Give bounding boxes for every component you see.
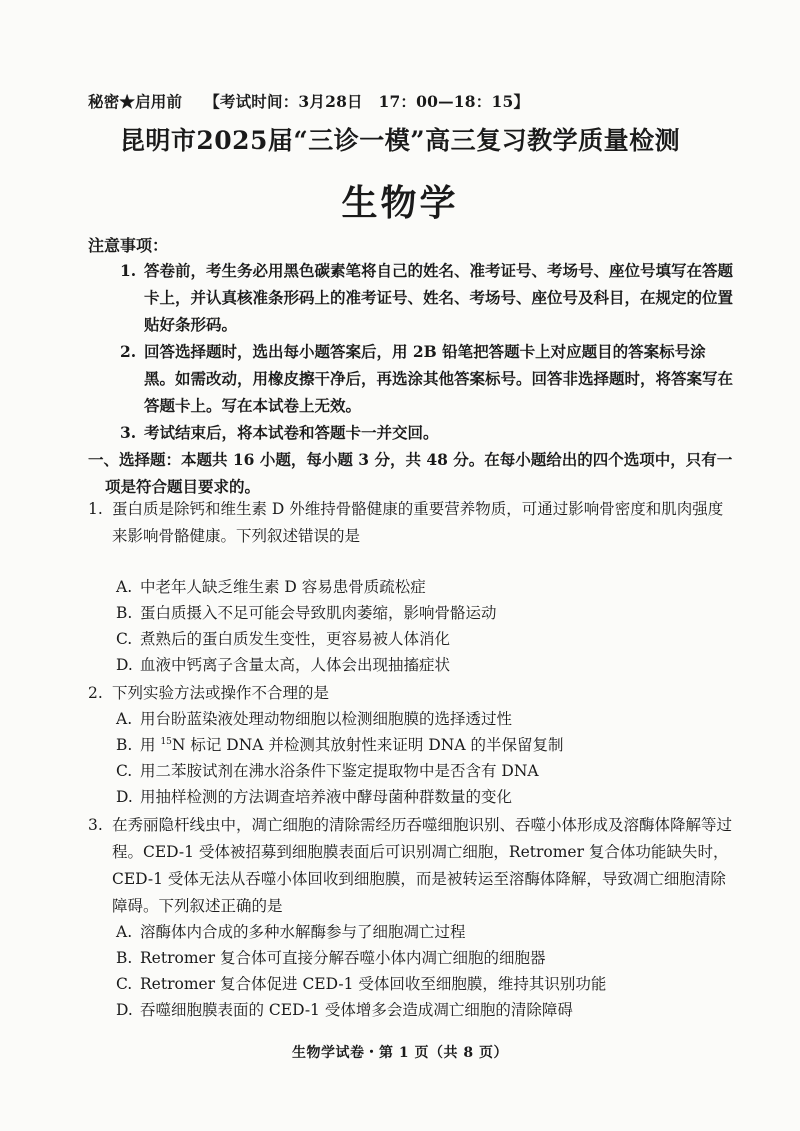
option-letter: C.: [116, 762, 133, 780]
question-3-option-b: [116, 946, 736, 971]
section-heading: [88, 446, 738, 500]
question-number: 2.: [88, 684, 103, 702]
option-text: 溶酶体内合成的多种水解酶参与了细胞凋亡过程: [140, 923, 466, 941]
section-heading-line1: 一、选择题：本题共 16 小题，每小题 3 分，共 48 分。在每小题给出的四个选项中，只有一: [88, 450, 733, 469]
option-letter: B.: [116, 604, 133, 622]
question-1-option-d: [116, 653, 736, 678]
exam-time: 【考试时间：3月28日 17：00—18：15】: [204, 92, 530, 111]
note-item: [120, 257, 736, 338]
option-text: 吞噬细胞膜表面的 CED-1 受体增多会造成凋亡细胞的清除障碍: [140, 1001, 573, 1019]
question-3-option-c: [116, 972, 736, 997]
note-text: 考试结束后，将本试卷和答题卡一并交回。: [144, 423, 439, 442]
option-text: 用抽样检测的方法调查培养液中酵母菌种群数量的变化: [140, 788, 513, 806]
question-1-stem: [88, 496, 738, 550]
question-3-option-a: [116, 920, 736, 945]
option-letter: A.: [116, 923, 133, 941]
option-letter: A.: [116, 578, 133, 596]
option-text: 血液中钙离子含量太高，人体会出现抽搐症状: [140, 656, 451, 674]
notes-heading: 注意事项：: [88, 236, 169, 255]
question-3-stem: [88, 812, 738, 920]
section-heading-line2: 项是符合题目要求的。: [105, 477, 261, 496]
note-item: [120, 419, 736, 446]
option-letter: D.: [116, 788, 133, 806]
question-number: 3.: [88, 816, 103, 834]
option-letter: B.: [116, 736, 133, 754]
option-text: 用台盼蓝染液处理动物细胞以检测细胞膜的选择透过性: [140, 710, 513, 728]
note-number: 3.: [120, 423, 137, 442]
question-text: 下列实验方法或操作不合理的是: [112, 684, 330, 702]
question-2-option-b: [116, 733, 736, 758]
header-line: [88, 90, 529, 112]
question-2-stem: [88, 680, 738, 707]
option-letter: D.: [116, 656, 133, 674]
option-letter: B.: [116, 949, 133, 967]
option-text: Retromer 复合体可直接分解吞噬小体内凋亡细胞的细胞器: [140, 949, 546, 967]
option-text: Retromer 复合体促进 CED-1 受体回收至细胞膜，维持其识别功能: [140, 975, 607, 993]
option-letter: D.: [116, 1001, 133, 1019]
question-2-option-c: [116, 759, 736, 784]
option-text: 煮熟后的蛋白质发生变性，更容易被人体消化: [140, 630, 451, 648]
exam-title: 昆明市2025届“三诊一模”高三复习教学质量检测: [119, 126, 681, 155]
question-2-option-d: [116, 785, 736, 810]
page-footer: 生物学试卷・第 1 页（共 8 页）: [292, 1045, 508, 1061]
secret-label: 秘密★启用前: [88, 92, 183, 111]
question-text: 蛋白质是除钙和维生素 D 外维持骨骼健康的重要营养物质，可通过影响骨密度和肌肉强度来影响骨骼健康。下列叙述错误的是: [112, 500, 724, 545]
option-letter: C.: [116, 630, 133, 648]
option-text: 中老年人缺乏维生素 D 容易患骨质疏松症: [140, 578, 426, 596]
question-text: 在秀丽隐杆线虫中，凋亡细胞的清除需经历吞噬细胞识别、吞噬小体形成及溶酶体降解等过程。CED-1 受体被招募到细胞膜表面后可识别凋亡细胞，Retromer 复合体功能缺失时，CED-1 受体无法从吞噬小体回收到细胞膜，而是被转运至溶酶体降解，导致凋亡细胞清除障碍。下列叙述正确的是: [112, 816, 733, 915]
question-1-option-c: [116, 627, 736, 652]
question-1-option-b: [116, 601, 736, 626]
subject-title: 生物学: [341, 182, 459, 224]
option-text: 用二苯胺试剂在沸水浴条件下鉴定提取物中是否含有 DNA: [140, 762, 539, 780]
option-text-pre: 用: [140, 736, 161, 754]
note-item: [120, 338, 736, 419]
isotope-superscript: 15: [160, 736, 172, 747]
option-letter: C.: [116, 975, 133, 993]
question-1-option-a: [116, 575, 736, 600]
note-number: 2.: [120, 342, 137, 361]
option-letter: A.: [116, 710, 133, 728]
question-number: 1.: [88, 500, 103, 518]
option-text-post: N 标记 DNA 并检测其放射性来证明 DNA 的半保留复制: [171, 736, 564, 754]
question-2-option-a: [116, 707, 736, 732]
note-text: 回答选择题时，选出每小题答案后，用 2B 铅笔把答题卡上对应题目的答案标号涂黑。如需改动，用橡皮擦干净后，再选涂其他答案标号。回答非选择题时，将答案写在答题卡上。写在本试卷上无效。: [144, 342, 734, 415]
note-text: 答卷前，考生务必用黑色碳素笔将自己的姓名、准考证号、考场号、座位号填写在答题卡上，并认真核准条形码上的准考证号、姓名、考场号、座位号及科目，在规定的位置贴好条形码。: [144, 261, 734, 334]
question-3-option-d: [116, 998, 736, 1023]
option-text: 蛋白质摄入不足可能会导致肌肉萎缩，影响骨骼运动: [140, 604, 497, 622]
note-number: 1.: [120, 261, 137, 280]
